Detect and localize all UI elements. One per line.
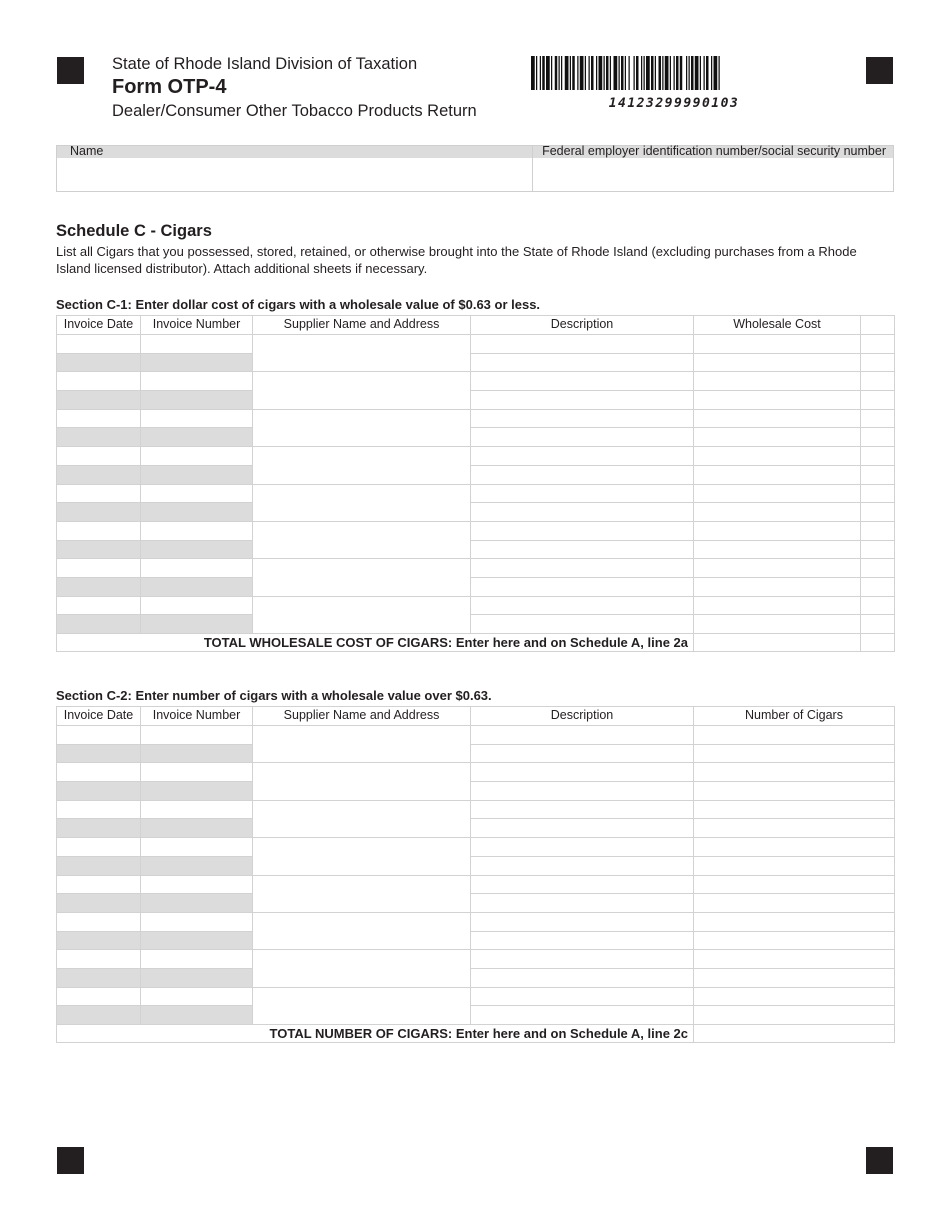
- entry-row: [57, 484, 895, 503]
- entry-row: [57, 950, 895, 969]
- invoice-date-field[interactable]: [57, 559, 141, 578]
- number-of-cigars-field[interactable]: [694, 819, 895, 838]
- supplier-field[interactable]: [253, 726, 471, 763]
- description-field[interactable]: [471, 838, 694, 857]
- description-field[interactable]: [471, 353, 694, 372]
- entry-row: [57, 1006, 895, 1025]
- barcode-bar: [546, 56, 550, 90]
- barcode-bar: [680, 56, 683, 90]
- wholesale-cost-cents-field[interactable]: [861, 335, 895, 354]
- invoice-number-field[interactable]: [141, 1006, 253, 1025]
- form-title: Form OTP-4: [112, 76, 227, 98]
- wholesale-cost-field[interactable]: [694, 521, 861, 540]
- barcode-bar: [704, 56, 705, 90]
- wholesale-cost-field[interactable]: [694, 559, 861, 578]
- number-of-cigars-field[interactable]: [694, 875, 895, 894]
- invoice-number-field[interactable]: [141, 968, 253, 987]
- entry-row: [57, 503, 895, 522]
- invoice-number-field[interactable]: [141, 819, 253, 838]
- barcode-bar: [591, 56, 594, 90]
- column-header-invoice-number: Invoice Number: [141, 316, 253, 335]
- wholesale-cost-field[interactable]: [694, 335, 861, 354]
- barcode-bar: [580, 56, 584, 90]
- barcode-number: 14123299990103: [608, 96, 740, 111]
- barcode-bar: [644, 56, 645, 90]
- number-of-cigars-field[interactable]: [694, 968, 895, 987]
- entry-row: [57, 409, 895, 428]
- registration-mark-top-right: [866, 57, 893, 84]
- invoice-number-field[interactable]: [141, 894, 253, 913]
- total-wholesale-cost-field[interactable]: [694, 634, 861, 652]
- barcode-bar: [662, 56, 663, 90]
- supplier-field[interactable]: [253, 763, 471, 800]
- invoice-number-field[interactable]: [141, 577, 253, 596]
- wholesale-cost-cents-field[interactable]: [861, 353, 895, 372]
- invoice-date-field[interactable]: [57, 856, 141, 875]
- invoice-date-field[interactable]: [57, 372, 141, 391]
- number-of-cigars-field[interactable]: [694, 950, 895, 969]
- number-of-cigars-field[interactable]: [694, 912, 895, 931]
- supplier-field[interactable]: [253, 596, 471, 633]
- number-of-cigars-field[interactable]: [694, 838, 895, 857]
- invoice-number-field[interactable]: [141, 409, 253, 428]
- description-field[interactable]: [471, 912, 694, 931]
- barcode-bar: [700, 56, 701, 90]
- invoice-date-field[interactable]: [57, 1006, 141, 1025]
- number-of-cigars-field[interactable]: [694, 931, 895, 950]
- entry-row: [57, 968, 895, 987]
- invoice-date-field[interactable]: [57, 782, 141, 801]
- barcode-bar: [572, 56, 575, 90]
- barcode-bar: [714, 56, 718, 90]
- supplier-field[interactable]: [253, 800, 471, 837]
- invoice-number-field[interactable]: [141, 540, 253, 559]
- column-header-cents: [861, 316, 895, 335]
- entry-row: [57, 540, 895, 559]
- number-of-cigars-field[interactable]: [694, 763, 895, 782]
- description-field[interactable]: [471, 875, 694, 894]
- supplier-field[interactable]: [253, 447, 471, 484]
- total-cents-field[interactable]: [861, 634, 895, 652]
- wholesale-cost-field[interactable]: [694, 540, 861, 559]
- barcode-bar: [646, 56, 650, 90]
- section-c1-table: [56, 315, 895, 652]
- invoice-date-field[interactable]: [57, 931, 141, 950]
- invoice-date-field[interactable]: [57, 800, 141, 819]
- description-field[interactable]: [471, 763, 694, 782]
- barcode-bar: [706, 56, 709, 90]
- wholesale-cost-field[interactable]: [694, 596, 861, 615]
- description-field[interactable]: [471, 577, 694, 596]
- description-field[interactable]: [471, 559, 694, 578]
- name-field[interactable]: [57, 158, 532, 192]
- schedule-title: Schedule C - Cigars: [56, 222, 212, 240]
- entry-row: [57, 391, 895, 410]
- invoice-date-field[interactable]: [57, 763, 141, 782]
- invoice-number-field[interactable]: [141, 875, 253, 894]
- invoice-date-field[interactable]: [57, 353, 141, 372]
- description-field[interactable]: [471, 521, 694, 540]
- barcode-bar: [589, 56, 590, 90]
- invoice-date-field[interactable]: [57, 950, 141, 969]
- invoice-number-field[interactable]: [141, 465, 253, 484]
- entry-row: [57, 465, 895, 484]
- barcode-bar: [711, 56, 712, 90]
- invoice-number-field[interactable]: [141, 912, 253, 931]
- barcode-bar: [570, 56, 571, 90]
- invoice-date-field[interactable]: [57, 465, 141, 484]
- barcode-bar: [695, 56, 699, 90]
- total-row: [57, 1025, 895, 1043]
- barcode-bar: [629, 56, 630, 90]
- supplier-field[interactable]: [253, 838, 471, 875]
- wholesale-cost-field[interactable]: [694, 447, 861, 466]
- description-field[interactable]: [471, 987, 694, 1006]
- barcode-bar: [659, 56, 662, 90]
- description-field[interactable]: [471, 447, 694, 466]
- invoice-date-field[interactable]: [57, 838, 141, 857]
- entry-row: [57, 875, 895, 894]
- description-field[interactable]: [471, 409, 694, 428]
- supplier-field[interactable]: [253, 521, 471, 558]
- barcode-bar: [542, 56, 545, 90]
- invoice-date-field[interactable]: [57, 726, 141, 745]
- number-of-cigars-field[interactable]: [694, 744, 895, 763]
- column-header-invoice-number: Invoice Number: [141, 707, 253, 726]
- invoice-number-field[interactable]: [141, 744, 253, 763]
- wholesale-cost-field[interactable]: [694, 577, 861, 596]
- supplier-field[interactable]: [253, 335, 471, 372]
- barcode-bar: [691, 56, 694, 90]
- number-of-cigars-field[interactable]: [694, 800, 895, 819]
- invoice-number-field[interactable]: [141, 447, 253, 466]
- invoice-number-field[interactable]: [141, 856, 253, 875]
- description-field[interactable]: [471, 484, 694, 503]
- barcode-bar: [674, 56, 675, 90]
- supplier-field[interactable]: [253, 372, 471, 409]
- taxpayer-info-box: [56, 145, 894, 192]
- wholesale-cost-cents-field[interactable]: [861, 484, 895, 503]
- description-field[interactable]: [471, 950, 694, 969]
- wholesale-cost-field[interactable]: [694, 615, 861, 634]
- barcode-bar: [606, 56, 609, 90]
- wholesale-cost-field[interactable]: [694, 503, 861, 522]
- barcode-bar: [577, 56, 578, 90]
- barcode-bar: [670, 56, 671, 90]
- section-c1-title: Section C-1: Enter dollar cost of cigars with a wholesale value of $0.63 or less.: [56, 297, 541, 312]
- column-header-number-of-cigars: Number of Cigars: [694, 707, 895, 726]
- barcode-bar: [599, 56, 603, 90]
- invoice-date-field[interactable]: [57, 540, 141, 559]
- supplier-field[interactable]: [253, 987, 471, 1024]
- barcode-bar: [536, 56, 537, 90]
- number-of-cigars-field[interactable]: [694, 782, 895, 801]
- description-field[interactable]: [471, 615, 694, 634]
- total-label: TOTAL NUMBER OF CIGARS: Enter here and on Schedule A, line 2c: [57, 1025, 694, 1043]
- description-field[interactable]: [471, 800, 694, 819]
- section-c2-header-row: [57, 707, 895, 726]
- barcode-bar: [634, 56, 635, 90]
- number-of-cigars-field[interactable]: [694, 987, 895, 1006]
- entry-row: [57, 726, 895, 745]
- description-field[interactable]: [471, 465, 694, 484]
- description-field[interactable]: [471, 503, 694, 522]
- entry-row: [57, 931, 895, 950]
- entry-row: [57, 428, 895, 447]
- id-number-label: Federal employer identification number/social security number: [542, 144, 886, 158]
- supplier-field[interactable]: [253, 559, 471, 596]
- invoice-number-field[interactable]: [141, 782, 253, 801]
- description-field[interactable]: [471, 1006, 694, 1025]
- wholesale-cost-cents-field[interactable]: [861, 372, 895, 391]
- entry-row: [57, 819, 895, 838]
- description-field[interactable]: [471, 744, 694, 763]
- wholesale-cost-field[interactable]: [694, 409, 861, 428]
- invoice-date-field[interactable]: [57, 428, 141, 447]
- number-of-cigars-field[interactable]: [694, 856, 895, 875]
- barcode-bar: [585, 56, 586, 90]
- registration-mark-top-left: [57, 57, 84, 84]
- invoice-date-field[interactable]: [57, 484, 141, 503]
- invoice-number-field[interactable]: [141, 391, 253, 410]
- invoice-date-field[interactable]: [57, 577, 141, 596]
- barcode-bar: [636, 56, 639, 90]
- description-field[interactable]: [471, 335, 694, 354]
- description-field[interactable]: [471, 782, 694, 801]
- name-label: Name: [70, 144, 104, 158]
- invoice-date-field[interactable]: [57, 503, 141, 522]
- entry-row: [57, 987, 895, 1006]
- wholesale-cost-cents-field[interactable]: [861, 596, 895, 615]
- wholesale-cost-field[interactable]: [694, 484, 861, 503]
- barcode-bar: [540, 56, 541, 90]
- column-header-description: Description: [471, 316, 694, 335]
- description-field[interactable]: [471, 540, 694, 559]
- barcode-bar: [559, 56, 560, 90]
- entry-row: [57, 763, 895, 782]
- column-header-supplier: Supplier Name and Address: [253, 316, 471, 335]
- invoice-date-field[interactable]: [57, 521, 141, 540]
- entry-row: [57, 912, 895, 931]
- entry-row: [57, 615, 895, 634]
- barcode: [531, 56, 817, 90]
- invoice-number-field[interactable]: [141, 615, 253, 634]
- description-field[interactable]: [471, 372, 694, 391]
- column-header-invoice-date: Invoice Date: [57, 316, 141, 335]
- number-of-cigars-field[interactable]: [694, 726, 895, 745]
- barcode-bar: [565, 56, 569, 90]
- invoice-date-field[interactable]: [57, 596, 141, 615]
- description-field[interactable]: [471, 894, 694, 913]
- section-c2-table: [56, 706, 895, 1043]
- number-of-cigars-field[interactable]: [694, 1006, 895, 1025]
- barcode-bar: [651, 56, 654, 90]
- invoice-date-field[interactable]: [57, 744, 141, 763]
- wholesale-cost-field[interactable]: [694, 465, 861, 484]
- wholesale-cost-cents-field[interactable]: [861, 559, 895, 578]
- entry-row: [57, 744, 895, 763]
- supplier-field[interactable]: [253, 484, 471, 521]
- barcode-bar: [625, 56, 626, 90]
- total-number-of-cigars-field[interactable]: [694, 1025, 895, 1043]
- invoice-number-field[interactable]: [141, 484, 253, 503]
- entry-row: [57, 372, 895, 391]
- wholesale-cost-cents-field[interactable]: [861, 615, 895, 634]
- description-field[interactable]: [471, 819, 694, 838]
- entry-row: [57, 335, 895, 354]
- entry-row: [57, 800, 895, 819]
- wholesale-cost-cents-field[interactable]: [861, 447, 895, 466]
- agency-name: State of Rhode Island Division of Taxation: [112, 55, 418, 73]
- section-c1-header-row: [57, 316, 895, 335]
- barcode-bar: [655, 56, 656, 90]
- entry-row: [57, 596, 895, 615]
- barcode-bar: [719, 56, 720, 90]
- invoice-number-field[interactable]: [141, 726, 253, 745]
- invoice-number-field[interactable]: [141, 763, 253, 782]
- invoice-number-field[interactable]: [141, 335, 253, 354]
- column-header-description: Description: [471, 707, 694, 726]
- column-header-supplier: Supplier Name and Address: [253, 707, 471, 726]
- number-of-cigars-field[interactable]: [694, 894, 895, 913]
- entry-row: [57, 838, 895, 857]
- invoice-date-field[interactable]: [57, 875, 141, 894]
- invoice-number-field[interactable]: [141, 559, 253, 578]
- description-field[interactable]: [471, 726, 694, 745]
- invoice-date-field[interactable]: [57, 819, 141, 838]
- barcode-bar: [621, 56, 624, 90]
- wholesale-cost-field[interactable]: [694, 353, 861, 372]
- registration-mark-bottom-left: [57, 1147, 84, 1174]
- wholesale-cost-cents-field[interactable]: [861, 577, 895, 596]
- invoice-number-field[interactable]: [141, 353, 253, 372]
- entry-row: [57, 782, 895, 801]
- barcode-bar: [551, 56, 552, 90]
- invoice-date-field[interactable]: [57, 912, 141, 931]
- barcode-bar: [610, 56, 611, 90]
- invoice-number-field[interactable]: [141, 372, 253, 391]
- wholesale-cost-field[interactable]: [694, 372, 861, 391]
- description-field[interactable]: [471, 596, 694, 615]
- total-row: [57, 634, 895, 652]
- wholesale-cost-cents-field[interactable]: [861, 465, 895, 484]
- wholesale-cost-cents-field[interactable]: [861, 503, 895, 522]
- invoice-number-field[interactable]: [141, 987, 253, 1006]
- id-number-field[interactable]: [533, 158, 894, 192]
- wholesale-cost-cents-field[interactable]: [861, 409, 895, 428]
- form-subtitle: Dealer/Consumer Other Tobacco Products Return: [112, 102, 477, 120]
- supplier-field[interactable]: [253, 950, 471, 987]
- wholesale-cost-cents-field[interactable]: [861, 391, 895, 410]
- barcode-bar: [596, 56, 597, 90]
- wholesale-cost-cents-field[interactable]: [861, 521, 895, 540]
- invoice-number-field[interactable]: [141, 521, 253, 540]
- invoice-date-field[interactable]: [57, 968, 141, 987]
- barcode-bar: [531, 56, 535, 90]
- invoice-date-field[interactable]: [57, 447, 141, 466]
- barcode-bar: [665, 56, 669, 90]
- entry-row: [57, 521, 895, 540]
- invoice-number-field[interactable]: [141, 838, 253, 857]
- invoice-number-field[interactable]: [141, 950, 253, 969]
- registration-mark-bottom-right: [866, 1147, 893, 1174]
- invoice-date-field[interactable]: [57, 391, 141, 410]
- wholesale-cost-cents-field[interactable]: [861, 540, 895, 559]
- invoice-date-field[interactable]: [57, 335, 141, 354]
- wholesale-cost-cents-field[interactable]: [861, 428, 895, 447]
- entry-row: [57, 559, 895, 578]
- barcode-bar: [676, 56, 679, 90]
- supplier-field[interactable]: [253, 409, 471, 446]
- description-field[interactable]: [471, 968, 694, 987]
- schedule-instructions: List all Cigars that you possessed, stored, retained, or otherwise brought into the State of Rhode Island (excluding purchases from a Rhode Island licensed distributor). Attach additional sheets if necessary.: [56, 244, 857, 276]
- description-field[interactable]: [471, 428, 694, 447]
- column-header-wholesale-cost: Wholesale Cost: [694, 316, 861, 335]
- total-label: TOTAL WHOLESALE COST OF CIGARS: Enter here and on Schedule A, line 2a: [57, 634, 694, 652]
- invoice-number-field[interactable]: [141, 596, 253, 615]
- entry-row: [57, 894, 895, 913]
- invoice-date-field[interactable]: [57, 409, 141, 428]
- entry-row: [57, 577, 895, 596]
- invoice-number-field[interactable]: [141, 503, 253, 522]
- barcode-bar: [641, 56, 642, 90]
- entry-row: [57, 447, 895, 466]
- entry-row: [57, 856, 895, 875]
- invoice-date-field[interactable]: [57, 894, 141, 913]
- invoice-date-field[interactable]: [57, 615, 141, 634]
- invoice-number-field[interactable]: [141, 428, 253, 447]
- invoice-number-field[interactable]: [141, 800, 253, 819]
- barcode-bar: [619, 56, 620, 90]
- description-field[interactable]: [471, 856, 694, 875]
- description-field[interactable]: [471, 391, 694, 410]
- supplier-field[interactable]: [253, 912, 471, 949]
- barcode-bar: [689, 56, 690, 90]
- barcode-bar: [561, 56, 562, 90]
- invoice-number-field[interactable]: [141, 931, 253, 950]
- column-header-invoice-date: Invoice Date: [57, 707, 141, 726]
- section-c2-title: Section C-2: Enter number of cigars with a wholesale value over $0.63.: [56, 688, 492, 703]
- supplier-field[interactable]: [253, 875, 471, 912]
- barcode-bar: [686, 56, 687, 90]
- barcode-bar: [614, 56, 618, 90]
- wholesale-cost-field[interactable]: [694, 428, 861, 447]
- barcode-bar: [555, 56, 558, 90]
- wholesale-cost-field[interactable]: [694, 391, 861, 410]
- invoice-date-field[interactable]: [57, 987, 141, 1006]
- entry-row: [57, 353, 895, 372]
- barcode-bar: [604, 56, 605, 90]
- description-field[interactable]: [471, 931, 694, 950]
